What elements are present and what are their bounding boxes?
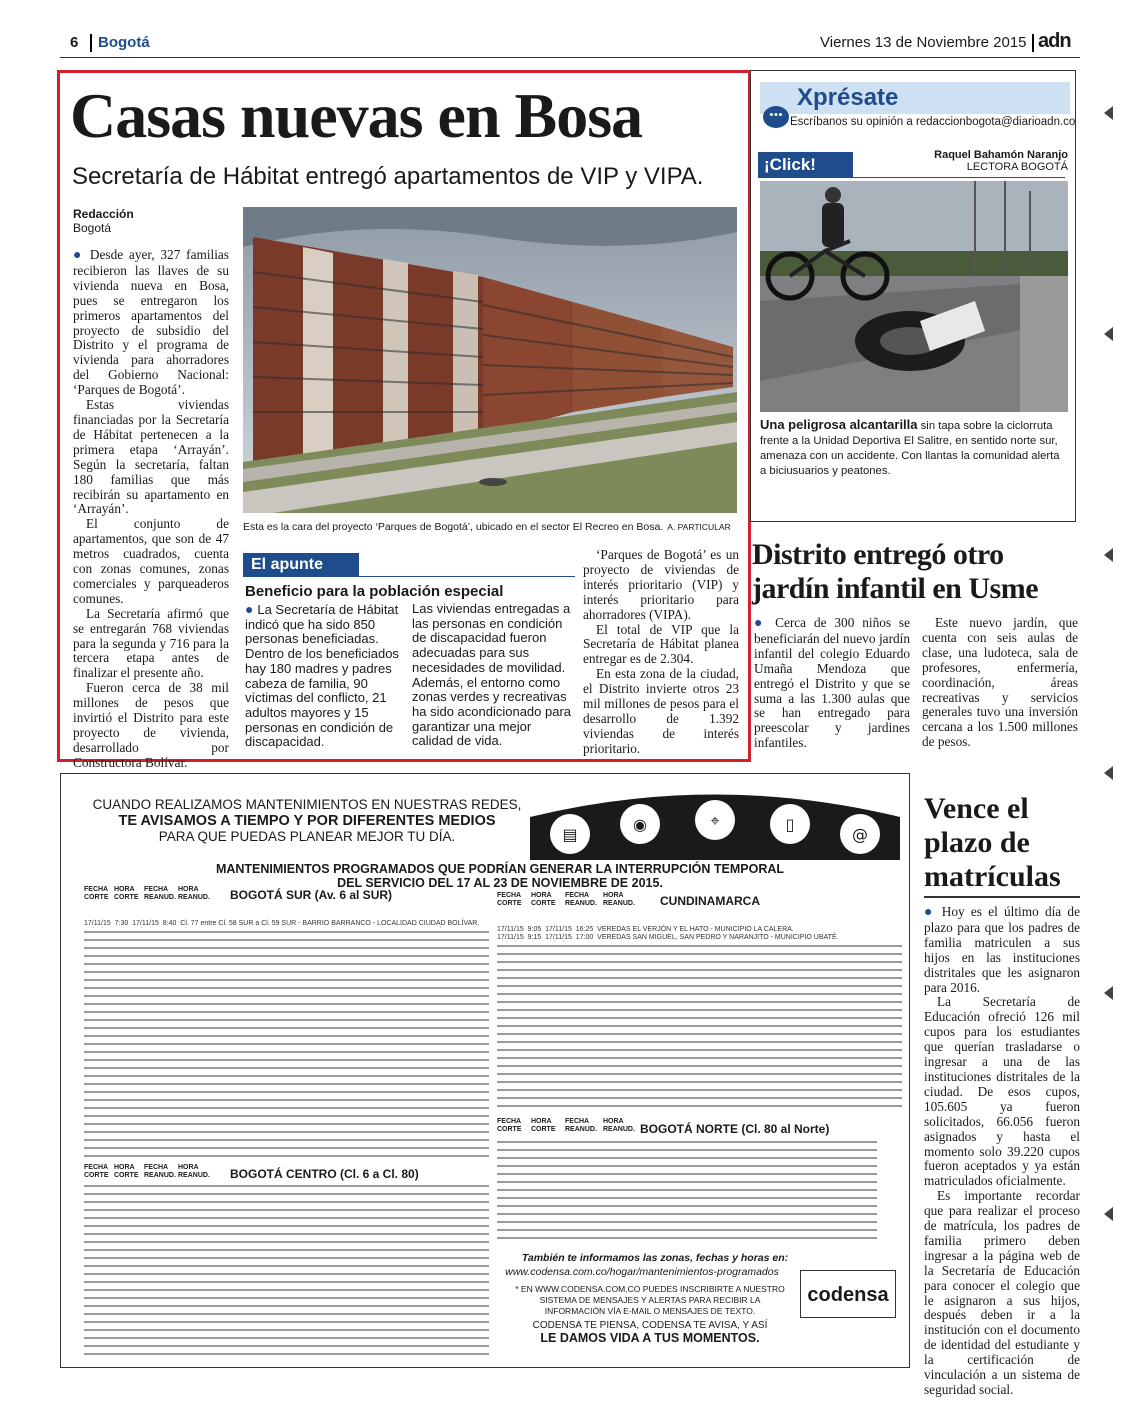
channel-email: E-Mail*	[840, 790, 873, 801]
table-rows-sur: 17/11/15 7:30 17/11/15 8:40 Cl. 77 entre Cl. 58 SUR a Cl. 59 SUR - BARRIO BARRANCO - LOCALIDAD CIUDAD BOLÍVAR.	[84, 919, 480, 927]
paragraph: En esta zona de la ciudad, el Distrito invierte otros 23 mil millones de pesos para el desarrollo de 1.392 viviendas de interés prioritario.	[583, 666, 739, 756]
paragraph: Fueron cerca de 38 mil millones de pesos que invirtió el Distrito para este proyecto de vivienda, desarrollado por Constructora Bolívar.	[73, 680, 229, 770]
ad-title: MANTENIMIENTOS PROGRAMADOS QUE PODRÍAN GENERAR LA INTERRUPCIÓN TEMPORAL DEL SERVICIO DEL 17 AL 23 DE NOVIEMBRE DE 2015.	[215, 862, 785, 890]
usme-headline: Distrito entregó otro jardín infantil en Usme	[752, 538, 1039, 605]
main-subhead: Secretaría de Hábitat entregó apartamentos de VIP y VIPA.	[72, 163, 704, 190]
region-bogota-norte: BOGOTÁ NORTE (Cl. 80 al Norte)	[640, 1122, 830, 1136]
adn-logo: adn	[1038, 30, 1071, 52]
matriculas-column	[924, 905, 1080, 1398]
bullet-icon: ●	[73, 248, 90, 263]
photo-caption: Esta es la cara del proyecto ‘Parques de Bogotá’, ubicado en el sector El Recreo en Bosa. A. PARTICULAR	[243, 521, 731, 533]
apunte-title: Beneficio para la población especial	[245, 583, 504, 600]
speech-bubble-icon: •••	[763, 106, 789, 128]
ad-slogan: CODENSA TE PIENSA, CODENSA TE AVISA, Y ASÍ	[532, 1320, 768, 1331]
header-separator	[1032, 34, 1034, 52]
matriculas-rule	[924, 896, 1080, 898]
story-column-3	[583, 548, 739, 757]
photo-author-role: LECTORA BOGOTÁ	[966, 161, 1068, 173]
photo-credit: A. PARTICULAR	[667, 522, 731, 532]
paragraph: ● Desde ayer, 327 familias recibieron las llaves de su vivienda nueva en Bosa, pues se entregaron los primeros apartamentos del proyecto de subsidio del Distrito y el programa de vivienda para ahorradores del Gobierno Nacional: ‘Parques de Bogotá’.	[73, 247, 229, 398]
region-bogota-sur: BOGOTÁ SUR (Av. 6 al SUR)	[230, 888, 393, 902]
click-rule	[853, 177, 1065, 178]
svg-text:@: @	[852, 825, 868, 844]
svg-text:▤: ▤	[562, 825, 578, 844]
paragraph: Es importante recordar que para realizar el proceso de matrícula, los padres de familia primero deben ingresar a la página web de la Secretaría de Educación para conocer el colegio que le asignaron a sus hijos, después deben ir a la institución con el documento de identidad del estudiante y la certificación de vinculación a un sistema de seguridad social.	[924, 1188, 1080, 1397]
table-headers-norte: FECHA CORTEHORA CORTEFECHA REANUD.HORA REANUD.	[497, 1118, 635, 1133]
table-headers-sur: FECHA CORTEHORA CORTEFECHA REANUD.HORA REANUD.	[84, 886, 210, 901]
region-cundinamarca: CUNDINAMARCA	[660, 894, 760, 908]
svg-text:⌖: ⌖	[710, 811, 720, 830]
apunte-column-2: Las viviendas entregadas a las personas en condición de discapacidad fueron adecuadas para sus necesidades de movilidad. Además, el entorno como zonas verdes y recreativas ha sido acondicionado para garantizar una mejor calidad de vida.	[412, 601, 572, 749]
bullet-icon: ●	[924, 905, 942, 920]
edge-marker-icon	[1104, 327, 1113, 341]
edge-marker-icon	[1104, 1207, 1113, 1221]
bullet-icon: ●	[245, 601, 258, 617]
paragraph: El conjunto de apartamentos, que son de 47 metros cuadrados, cuenta con zonas comunes, zonas comerciales y parqueaderos comunes.	[73, 516, 229, 606]
ad-slogan-bold: LE DAMOS VIDA A TUS MOMENTOS.	[540, 1331, 760, 1345]
paragraph: ‘Parques de Bogotá’ es un proyecto de viviendas de interés prioritario (VIP) y interés prioritario para ahorradores (VIPA).	[583, 547, 739, 622]
page-number: 6	[70, 34, 79, 51]
click-caption: Una peligrosa alcantarilla sin tapa sobre la ciclorruta frente a la Unidad Deportiva El Salitre, en sentido norte sur, amenaza con un accidente. Con llantas la comunidad alerta a biciusuarios y peatones.	[760, 417, 1060, 477]
region-bogota-centro: BOGOTÁ CENTRO (Cl. 6 a Cl. 80)	[230, 1167, 419, 1181]
edge-marker-icon	[1104, 986, 1113, 1000]
ad-also-info: También te informamos las zonas, fechas y horas en:	[521, 1252, 789, 1264]
manhole-photo	[760, 181, 1068, 412]
usme-column-2: Este nuevo jardín, que cuenta con seis aulas de clase, una ludoteca, sala de profesores, enfermería, coordinación, áreas recreativas y servicios generales tuvo una inversión cercana a los 1.500 millones de pesos.	[922, 615, 1078, 750]
byline-name: Redacción	[73, 207, 134, 221]
channel-prensa: Prensa ADN	[550, 790, 606, 801]
xpresate-title: Xprésate	[797, 84, 899, 111]
table-rows-centro	[84, 1182, 489, 1358]
housing-photo	[243, 207, 737, 513]
matriculas-headline: Vence el plazo de matrículas	[924, 792, 1061, 893]
channel-sms: SMS*	[775, 786, 801, 797]
click-label: ¡Click!	[758, 152, 853, 178]
paragraph: El total de VIP que la Secretaría de Hábitat planea entregar es de 2.304.	[583, 621, 739, 667]
paragraph: Estas viviendas financiadas por la Secretaría de Hábitat pertenecen a la primera etapa ‘Arrayán’. Según la secretaría, faltan 180 familias que más recibirán su apartamento en ‘Arrayán’.	[73, 397, 229, 517]
table-rows-norte	[497, 1138, 877, 1243]
bullet-icon: ●	[754, 616, 776, 631]
usme-column-1: ● Cerca de 300 niños se beneficiarán del nuevo jardín infantil del colegio Eduardo Umaña Mendoza que entregó el Distrito y que se suma a las 1.300 aulas que se han entregado para preescolar y jardines infantiles.	[754, 615, 910, 751]
xpresate-subtitle: Escríbanos su opinión a redaccionbogota@diarioadn.co	[790, 116, 1076, 128]
section-name: Bogotá	[98, 34, 150, 51]
byline-city: Bogotá	[73, 221, 112, 235]
story-column-1	[73, 248, 229, 771]
edge-marker-icon	[1104, 106, 1113, 120]
table-rows-cund: 17/11/15 9:05 17/11/15 16:25 VEREDAS EL VERJÓN Y EL HATO - MUNICIPIO LA CALERA. 17/11/15 9:15 17/11/15 17:00 VEREDAS SAN MIGUEL, SAN PEDRO Y NARANJITO - MUNICIPIO UBATÉ.	[497, 925, 839, 941]
table-rows-cund-filler	[497, 942, 902, 1110]
channel-web: Web Codensa	[685, 784, 749, 795]
apunte-column-1: ● La Secretaría de Hábitat indicó que ha sido 850 personas beneficiadas. Dentro de los beneficiados hay 180 madres y padres cabeza de familia, 90 víctimas del conflicto, 21 adultos mayores y 15 personas en condición de discapacidad.	[245, 601, 399, 750]
ad-url-link[interactable]: www.codensa.com.co/hogar/mantenimientos-programados	[505, 1266, 779, 1278]
main-headline: Casas nuevas en Bosa	[70, 80, 643, 151]
edge-marker-icon	[1104, 766, 1113, 780]
photo-author: Raquel Bahamón Naranjo	[934, 149, 1068, 161]
codensa-logo: codensa	[800, 1270, 896, 1318]
table-rows-sur-filler	[84, 928, 489, 1162]
issue-date: Viernes 13 de Noviembre 2015	[820, 34, 1027, 51]
svg-text:◉: ◉	[633, 815, 647, 834]
paragraph: La Secretaría de Educación ofreció 126 mil cupos para los estudiantes que querían trasladarse o ingresar a una de las instituciones distritales de la ciudad. De esos cupos, 105.605 ya fueron solicitados, 66.056 fueron asignados y hasta el momento solo 39.220 cupos fueron aceptados y ya están matriculados oficialmente.	[924, 994, 1080, 1189]
ad-media-channels	[530, 782, 900, 860]
apunte-label: El apunte	[243, 553, 359, 577]
header-rule	[60, 57, 1080, 58]
channel-radio: Radio	[625, 786, 652, 797]
click-caption-bold: Una peligrosa alcantarilla	[760, 417, 918, 432]
paragraph: ● Hoy es el último día de plazo para que los padres de familia matriculen a sus hijos en las instituciones distritales que les asignaron para 2016.	[924, 904, 1080, 995]
svg-text:▯: ▯	[785, 815, 795, 834]
paragraph: La Secretaría afirmó que se entregarán 768 viviendas para la segunda y 716 para la tercera etapa antes de finalizar el presente año.	[73, 605, 229, 681]
ad-note: * EN WWW.CODENSA.COM.CO PUEDES INSCRIBIRTE A NUESTRO SISTEMA DE MENSAJES Y ALERTAS PARA RECIBIR LA INFORMACIÓN VÍA E-MAIL O MENSAJES DE TEXTO.	[515, 1284, 785, 1316]
ad-message: CUANDO REALIZAMOS MANTENIMIENTOS EN NUESTRAS REDES, TE AVISAMOS A TIEMPO Y POR DIFERENTES MEDIOS PARA QUE PUEDAS PLANEAR MEJOR TU DÍA.	[92, 797, 522, 844]
table-headers-centro: FECHA CORTEHORA CORTEFECHA REANUD.HORA REANUD.	[84, 1164, 210, 1179]
apunte-rule	[359, 576, 575, 577]
header-separator	[90, 34, 92, 52]
table-headers-cund: FECHA CORTEHORA CORTEFECHA REANUD.HORA REANUD.	[497, 892, 635, 907]
edge-marker-icon	[1104, 548, 1113, 562]
